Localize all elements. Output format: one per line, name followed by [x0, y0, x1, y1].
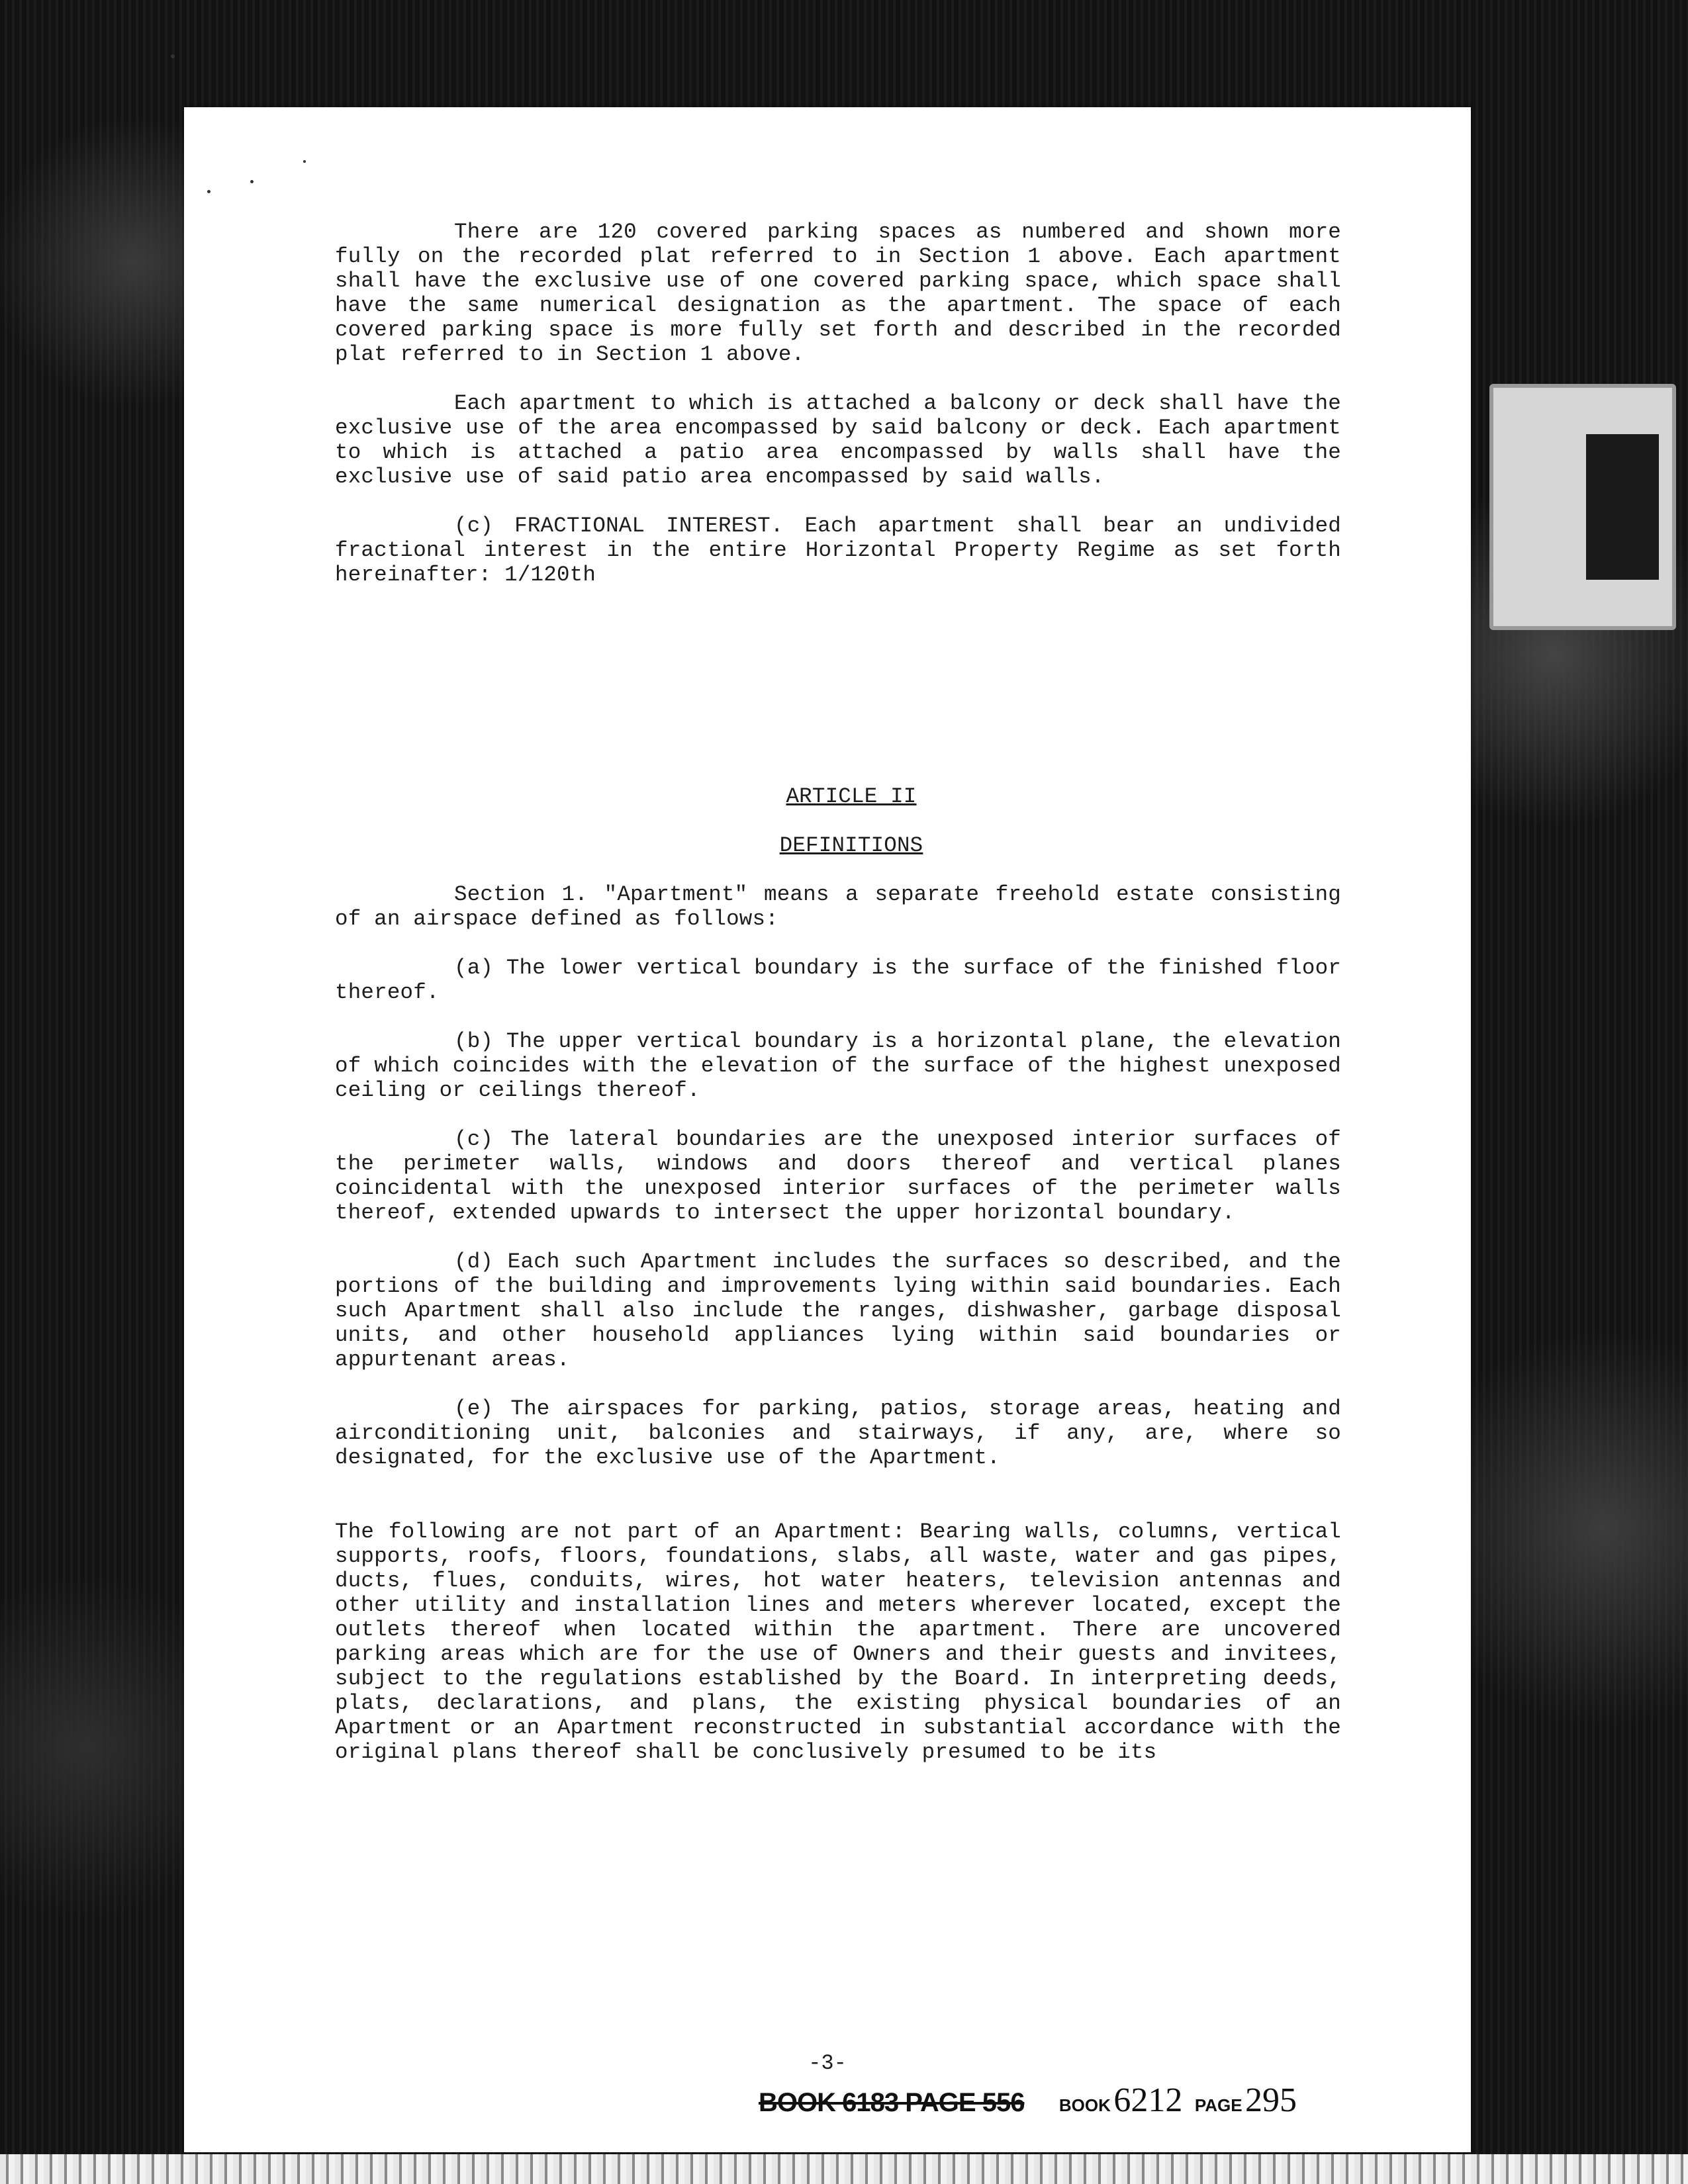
scan-bottom-edge: [0, 2154, 1688, 2184]
clause-c: (c) The lateral boundaries are the unexposed interior surfaces of the perimeter walls, windows and doors thereof and vertical planes coincidental with the unexposed interior surfaces of the perimeter walls thereof, extended upwards to intersect the upper horizontal boundary.: [335, 1127, 1354, 1225]
document-body: [335, 220, 1354, 1764]
page-number: -3-: [808, 2051, 847, 2075]
document-page: [184, 107, 1471, 2152]
recording-stamp: [759, 2081, 1297, 2120]
clause-d: (d) Each such Apartment includes the surfaces so described, and the portions of the building and improvements lying within said boundaries. Each such Apartment shall also include the ranges, dishwasher, garbage disposal units, and other household appliances lying within said boundaries or appurtenant areas.: [335, 1250, 1354, 1372]
article-heading: ARTICLE II: [786, 784, 917, 809]
clause-e: (e) The airspaces for parking, patios, storage areas, heating and airconditioning unit, balconies and stairways, if any, are, where so designated, for the exclusive use of the Apartment.: [335, 1396, 1354, 1470]
clause-b: (b) The upper vertical boundary is a horizontal plane, the elevation of which coincides with the elevation of the surface of the highest unexposed ceiling or ceilings thereof.: [335, 1029, 1354, 1103]
section-1-paragraph: Section 1. "Apartment" means a separate freehold estate consisting of an airspace defined as follows:: [335, 882, 1354, 931]
recorded-page-number: 295: [1245, 2081, 1297, 2119]
book-label: BOOK: [1058, 2095, 1111, 2115]
fractional-interest-paragraph: (c) FRACTIONAL INTEREST. Each apartment shall bear an undivided fractional interest in the entire Horizontal Property Regime as set forth hereinafter: 1/120th: [335, 514, 1354, 587]
exclusions-paragraph: The following are not part of an Apartment: Bearing walls, columns, vertical supports, roofs, floors, foundations, slabs, all waste, water and gas pipes, ducts, flues, conduits, wires, hot water heaters, television antennas and other utility and installation lines and meters wherever located, except the outlets thereof when located within the apartment. There are uncovered parking areas which are for the use of Owners and their guests and invitees, subject to the regulations established by the Board. In interpreting deeds, plats, declarations, and plans, the existing physical boundaries of an Apartment or an Apartment reconstructed in substantial accordance with the original plans thereof shall be conclusively presumed to be its: [335, 1520, 1354, 1764]
parking-paragraph: There are 120 covered parking spaces as numbered and shown more fully on the recorded plat referred to in Section 1 above. Each apartment shall have the exclusive use of one covered parking space, which space shall have the same numerical designation as the apartment. The space of each covered parking space is more fully set forth and described in the recorded plat referred to in Section 1 above.: [335, 220, 1354, 367]
balcony-paragraph: Each apartment to which is attached a balcony or deck shall have the exclusive use of the area encompassed by said balcony or deck. Each apartment to which is attached a patio area encompassed by walls shall have the exclusive use of said patio area encompassed by said walls.: [335, 391, 1354, 489]
struck-book-reference: BOOK 6183 PAGE 556: [759, 2088, 1025, 2117]
binder-tab: [1489, 384, 1676, 630]
definitions-heading: DEFINITIONS: [779, 833, 923, 858]
book-number: 6212: [1113, 2081, 1183, 2119]
page-label: PAGE: [1194, 2095, 1243, 2115]
clause-a: (a) The lower vertical boundary is the surface of the finished floor thereof.: [335, 956, 1354, 1005]
